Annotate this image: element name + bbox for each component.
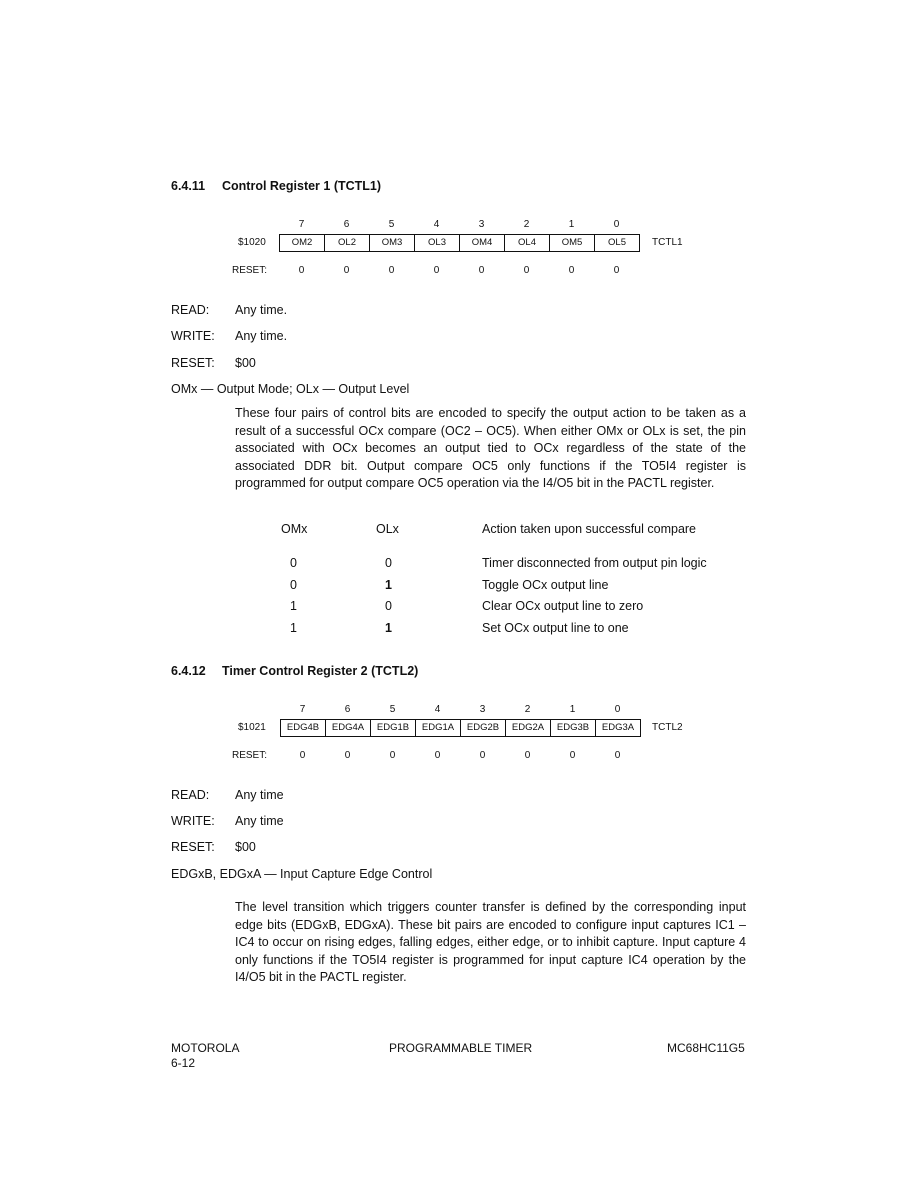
read-access	[171, 788, 284, 802]
bit-number: 5	[388, 219, 395, 230]
table-cell: 1	[290, 621, 297, 635]
table-header-olx: OLx	[376, 522, 399, 536]
reset-label: RESET:	[171, 840, 215, 854]
reset-row-label: RESET:	[232, 265, 268, 276]
section-heading-6-4-12	[171, 664, 418, 678]
register-bit-field: OM4	[459, 235, 504, 251]
register-bit-field: OL3	[414, 235, 459, 251]
table-cell: 0	[385, 599, 392, 613]
table-cell: 1	[385, 621, 392, 635]
register-bit-field: EDG3B	[550, 720, 595, 736]
reset-row-label: RESET:	[232, 750, 268, 761]
bit-number: 6	[344, 704, 351, 715]
reset-bit-value: 0	[614, 750, 621, 761]
read-value: Any time.	[235, 303, 288, 317]
table-cell: Toggle OCx output line	[482, 578, 609, 592]
register-bit-field: EDG4B	[286, 722, 320, 733]
paragraph-text: These four pairs of control bits are encoded to specify the output action to be taken as a result of a successful OCx compare (OC2 – OC5). When either OMx or OLx is set, the pin associated with OCx becomes an output tied to OCx regardless of the state of the associated DDR bit. Output compare OC5 only functions if the TO5I4 register is programmed for output compare OC5 operation via the I4/O5 bit in the PACTL register.	[235, 406, 746, 490]
bit-number: 5	[389, 704, 396, 715]
section-title: Timer Control Register 2 (TCTL2)	[222, 664, 419, 678]
table-cell: 0	[290, 556, 297, 570]
reset-bit-value: 0	[524, 750, 531, 761]
description-paragraph	[235, 405, 746, 493]
table-cell: 1	[385, 578, 392, 592]
reset-bit-value: 0	[569, 750, 576, 761]
table-cell: 0	[290, 578, 297, 592]
register-bit-field: EDG2A	[505, 720, 550, 736]
table-cell: Timer disconnected from output pin logic	[482, 556, 707, 570]
read-access	[171, 303, 288, 317]
table-header-action: Action taken upon successful compare	[482, 522, 697, 536]
register-name: TCTL1	[652, 237, 683, 248]
section-title: Control Register 1 (TCTL1)	[222, 179, 382, 193]
reset-access	[171, 840, 256, 854]
bit-number: 1	[568, 219, 575, 230]
reset-bit-value: 0	[298, 265, 305, 276]
bit-number: 2	[523, 219, 530, 230]
register-address: $1020	[238, 237, 266, 248]
footer-chapter-title: PROGRAMMABLE TIMER	[389, 1041, 533, 1055]
register-bit-field: EDG4A	[325, 720, 370, 736]
register-bit-field: OL2	[324, 235, 369, 251]
bit-number: 3	[478, 219, 485, 230]
footer-device-name: MC68HC11G5	[667, 1041, 745, 1055]
paragraph-text: The level transition which triggers counter transfer is defined by the corresponding input edge bits (EDGxB, EDGxA). These bit pairs are encoded to configure input captures IC1 – IC4 to occur on rising edges, falling edges, either edge, or to inhibit capture. Input capture 4 only functions if the TO5I4 register is programmed for input capture IC4 operation by the I4/O5 bit in the PACTL register.	[235, 900, 746, 984]
reset-bit-value: 0	[568, 265, 575, 276]
table-header-omx: OMx	[281, 522, 308, 536]
read-label: READ:	[171, 788, 210, 802]
register-bit-field: EDG2B	[460, 720, 505, 736]
field-title: OMx — Output Mode; OLx — Output Level	[171, 382, 410, 396]
footer-page-number: 6-12	[171, 1056, 196, 1070]
reset-value: $00	[235, 356, 256, 370]
reset-bit-value: 0	[613, 265, 620, 276]
bit-number: 1	[569, 704, 576, 715]
table-cell: 1	[290, 599, 297, 613]
reset-bit-value: 0	[523, 265, 530, 276]
footer-company: MOTOROLA	[171, 1041, 240, 1055]
write-access	[171, 329, 288, 343]
reset-bit-value: 0	[388, 265, 395, 276]
reset-bit-value: 0	[389, 750, 396, 761]
reset-value: $00	[235, 840, 256, 854]
bit-number: 2	[524, 704, 531, 715]
bit-number: 7	[298, 219, 305, 230]
bit-number: 6	[343, 219, 350, 230]
register-bit-field: OM2	[291, 237, 313, 248]
register-bit-field: EDG1A	[415, 720, 460, 736]
bit-number: 7	[299, 704, 306, 715]
register-address: $1021	[238, 722, 266, 733]
register-bit-field: EDG1B	[370, 720, 415, 736]
reset-bit-value: 0	[478, 265, 485, 276]
reset-bit-value: 0	[343, 265, 350, 276]
reset-access	[171, 356, 256, 370]
reset-label: RESET:	[171, 356, 215, 370]
register-bit-field: OM5	[549, 235, 594, 251]
write-label: WRITE:	[171, 329, 215, 343]
register-bit-field: OM3	[369, 235, 414, 251]
register-fields	[279, 234, 640, 252]
reset-bit-value: 0	[479, 750, 486, 761]
section-heading-6-4-11	[171, 179, 381, 193]
bit-number: 4	[433, 219, 440, 230]
table-cell: Set OCx output line to one	[482, 621, 629, 635]
read-value: Any time	[235, 788, 284, 802]
register-bit-field: OL4	[504, 235, 549, 251]
bit-number: 0	[614, 704, 621, 715]
write-value: Any time.	[235, 329, 288, 343]
reset-bit-value: 0	[299, 750, 306, 761]
bit-number: 3	[479, 704, 486, 715]
table-cell: Clear OCx output line to zero	[482, 599, 644, 613]
section-number: 6.4.11	[171, 179, 206, 193]
section-number: 6.4.12	[171, 664, 206, 678]
field-title: EDGxB, EDGxA — Input Capture Edge Control	[171, 867, 433, 881]
register-bit-field: OL5	[594, 235, 639, 251]
write-access	[171, 814, 284, 828]
bit-number: 0	[613, 219, 620, 230]
write-value: Any time	[235, 814, 284, 828]
reset-bit-value: 0	[344, 750, 351, 761]
bit-number: 4	[434, 704, 441, 715]
register-bit-field: EDG3A	[595, 720, 640, 736]
table-cell: 0	[385, 556, 392, 570]
description-paragraph	[235, 899, 746, 987]
register-fields	[280, 719, 641, 737]
register-name: TCTL2	[652, 722, 683, 733]
write-label: WRITE:	[171, 814, 215, 828]
read-label: READ:	[171, 303, 210, 317]
reset-bit-value: 0	[433, 265, 440, 276]
reset-bit-value: 0	[434, 750, 441, 761]
